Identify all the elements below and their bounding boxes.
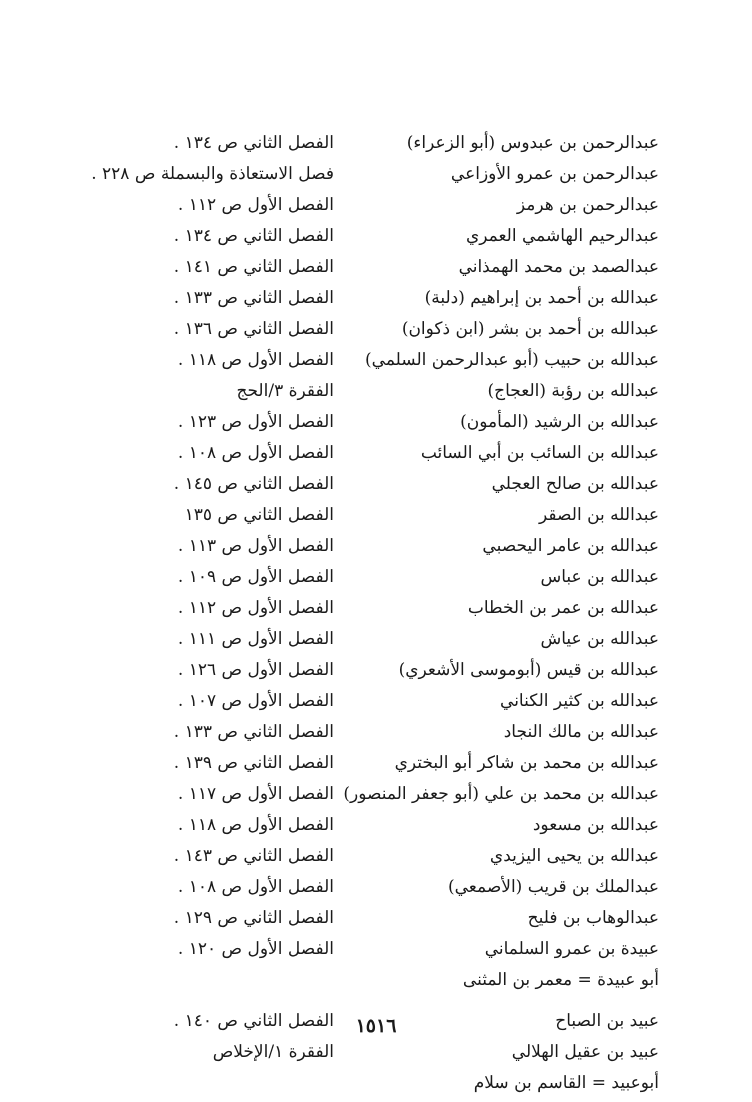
index-entry (0, 469, 752, 500)
index-entry (0, 252, 752, 283)
entry-name: عبدالملك بن قريب (الأصمعي) (447, 877, 659, 897)
entry-name: عبدالله بن عمر بن الخطاب (467, 598, 659, 618)
entry-name: عبدالصمد بن محمد الهمذاني (458, 257, 659, 277)
entry-reference: الفصل الثاني ص ١٣٦ . (173, 319, 334, 339)
entry-name: عبدالله بن عياش (540, 629, 659, 649)
index-entry (0, 655, 752, 686)
entry-reference: الفصل الأول ص ١٠٨ . (177, 443, 334, 463)
entry-reference: الفصل الأول ص ١١٢ . (177, 598, 334, 618)
entry-name: عبدالله بن الرشيد (المأمون) (460, 412, 659, 432)
entry-name: عبدالرحمن بن عمرو الأوزاعي (450, 164, 659, 184)
index-entry (0, 438, 752, 469)
entry-reference: الفصل الأول ص ١٠٩ . (177, 567, 334, 587)
index-entry (0, 593, 752, 624)
entry-reference: الفصل الثاني ص ١٤٠ . (173, 1011, 334, 1031)
entry-reference: الفصل الثاني ص ١٣٩ . (173, 753, 334, 773)
entry-reference: الفصل الأول ص ١٢٠ . (177, 939, 334, 959)
index-entry (0, 810, 752, 841)
entry-reference: الفصل الأول ص ١١٢ . (177, 195, 334, 215)
index-entry (0, 190, 752, 221)
index-entry (0, 717, 752, 748)
index-entry (0, 903, 752, 934)
entry-name: عبدالرحمن بن هرمز (516, 195, 659, 215)
entry-reference: الفصل الثاني ص ١٤١ . (173, 257, 334, 277)
index-entry (0, 562, 752, 593)
entry-name: عبدالله بن أحمد بن إبراهيم (دلبة) (424, 288, 659, 308)
entry-name: عبدالله بن رؤبة (العجاج) (487, 381, 659, 401)
index-entry (0, 500, 752, 531)
entry-name: عبدالله بن الصقر (539, 505, 659, 525)
entry-reference: الفصل الأول ص ١٠٨ . (177, 877, 334, 897)
entry-name: عبدالله بن محمد بن شاكر أبو البختري (394, 753, 659, 773)
entry-name: عبدالله بن أحمد بن بشر (ابن ذكوان) (401, 319, 659, 339)
entry-reference: الفصل الأول ص ١٢٣ . (177, 412, 334, 432)
entry-reference: الفصل الأول ص ١١٨ . (177, 350, 334, 370)
name-index-list (0, 128, 752, 1099)
index-entry (0, 159, 752, 190)
entry-name: عبدالله بن صالح العجلي (491, 474, 659, 494)
entry-name: عبيد بن الصباح (555, 1011, 659, 1031)
entry-name: عبيد بن عقيل الهلالي (511, 1042, 659, 1062)
index-entry (0, 283, 752, 314)
entry-name: عبدالله بن حبيب (أبو عبدالرحمن السلمي) (365, 350, 659, 370)
index-entry (0, 221, 752, 252)
index-entry (0, 624, 752, 655)
entry-reference: الفقرة ١/الإخلاص (212, 1042, 334, 1062)
index-entry (0, 1068, 752, 1099)
entry-reference: الفصل الثاني ص ١٣٣ . (173, 722, 334, 742)
index-entry (0, 345, 752, 376)
entry-name: عبدالله بن عباس (540, 567, 659, 587)
entry-reference: الفصل الثاني ص ١٤٥ . (173, 474, 334, 494)
index-entry (0, 965, 752, 996)
index-entry (0, 779, 752, 810)
entry-reference: الفصل الأول ص ١٠٧ . (177, 691, 334, 711)
entry-name: عبدالله بن قيس (أبوموسى الأشعري) (398, 660, 659, 680)
entry-reference: الفصل الثاني ص ١٢٩ . (173, 908, 334, 928)
index-entry (0, 407, 752, 438)
entry-reference: الفصل الأول ص ١١٣ . (177, 536, 334, 556)
entry-name: عبدالله بن محمد بن علي (أبو جعفر المنصور) (343, 784, 659, 804)
index-entry (0, 934, 752, 965)
index-entry (0, 128, 752, 159)
entry-reference: الفصل الثاني ص ١٣٥ (184, 505, 334, 525)
entry-reference: الفقرة ٣/الحج (236, 381, 334, 401)
entry-name: عبدالله بن عامر اليحصبي (482, 536, 659, 556)
entry-reference: الفصل الثاني ص ١٤٣ . (173, 846, 334, 866)
entry-name: عبدالرحمن بن عبدوس (أبو الزعراء) (406, 133, 659, 153)
entry-name: عبدالله بن السائب بن أبي السائب (420, 443, 659, 463)
entry-reference: الفصل الأول ص ١٢٦ . (177, 660, 334, 680)
entry-reference: الفصل الثاني ص ١٣٤ . (173, 226, 334, 246)
entry-name: عبدالله بن مالك النجاد (503, 722, 659, 742)
entry-name: عبدالوهاب بن فليح (527, 908, 659, 928)
index-entry (0, 748, 752, 779)
entry-reference: الفصل الأول ص ١١٧ . (177, 784, 334, 804)
index-entry (0, 376, 752, 407)
index-entry (0, 872, 752, 903)
page-number: ١٥١٦ (355, 1015, 397, 1037)
entry-name: عبدالله بن كثير الكناني (500, 691, 659, 711)
entry-name: أبوعبيد = القاسم بن سلام (473, 1073, 659, 1093)
entry-reference: الفصل الثاني ص ١٣٤ . (173, 133, 334, 153)
index-entry (0, 531, 752, 562)
entry-name: عبدالرحيم الهاشمي العمري (465, 226, 659, 246)
entry-reference: الفصل الثاني ص ١٣٣ . (173, 288, 334, 308)
entry-name: عبدالله بن يحيى اليزيدي (489, 846, 659, 866)
entry-reference: الفصل الأول ص ١١٨ . (177, 815, 334, 835)
index-entry (0, 686, 752, 717)
entry-name: عبيدة بن عمرو السلماني (484, 939, 659, 959)
entry-name: عبدالله بن مسعود (532, 815, 659, 835)
entry-reference: فصل الاستعاذة والبسملة ص ٢٢٨ . (91, 164, 334, 184)
index-entry (0, 1037, 752, 1068)
entry-name: أبو عبيدة = معمر بن المثنى (462, 970, 659, 990)
index-entry (0, 841, 752, 872)
index-entry (0, 314, 752, 345)
entry-reference: الفصل الأول ص ١١١ . (177, 629, 334, 649)
